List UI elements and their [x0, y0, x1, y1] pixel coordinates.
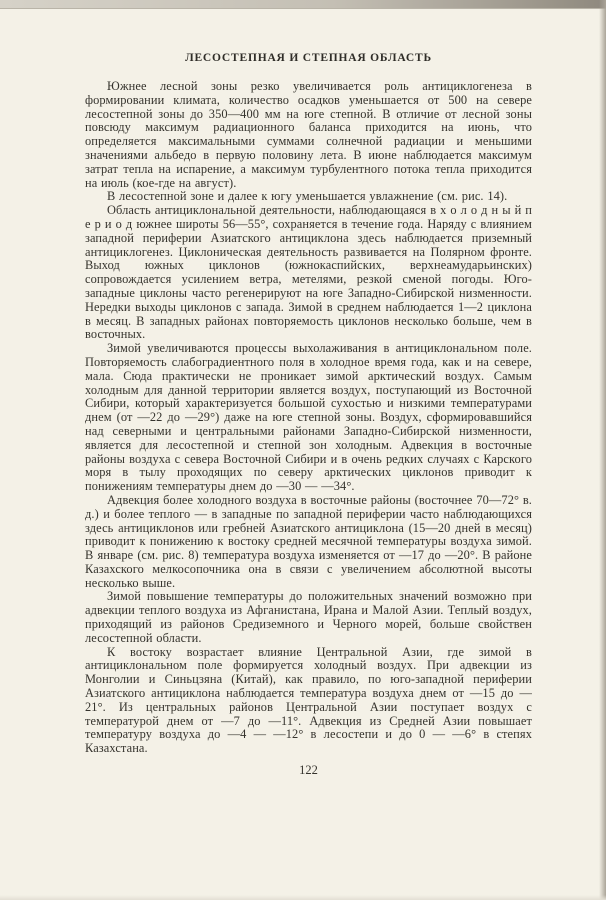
paragraph-7: К востоку возрастает влияние Центральной Азии, где зимой в антициклональном поле формируется холодный воздух. При адвекции из Монголии и Синьцзяна (Китай), как правило, по юго-западной периферии Азиатского антициклона наблюдается температура воздуха днем от —15 до —21°. Из центральных районов Центральной Азии поступает воздух с температурой днем от —7 до —11°. Адвекция из Средней Азии повышает температуру воздуха до —4 — —12° в лесостепи и до 0 — —6° в степях Казахстана.	[85, 644, 532, 756]
paragraph-2: В лесостепной зоне и далее к югу уменьшается увлажнение (см. рис. 14).	[107, 189, 508, 204]
page-title: ЛЕСОСТЕПНАЯ И СТЕПНАЯ ОБЛАСТЬ	[185, 52, 432, 64]
scan-bottom-edge	[0, 895, 606, 900]
paragraph-6: Зимой повышение температуры до положительных значений возможно при адвекции теплого воздуха из Афганистана, Ирана и Малой Азии. Теплый воздух, приходящий из районов Средиземного и Черного морей, больше свойствен лесостепной области.	[85, 589, 532, 645]
paragraph-3: Область антициклональной деятельности, наблюдающаяся в х о л о д н ы й п е р и о д южнее широты 56—55°, сохраняется в течение года. Наряду с влиянием западной периферии Азиатского антициклона здесь наблюдается приземный антициклогенез. Циклоническая деятельность развивается на Полярном фронте. Выход южных циклонов (южнокаспийских, верхнеамударьинских) сопровождается усилением ветра, метелями, резкой сменой погоды. Юго-западные циклоны часто регенерируют на юге Западно-Сибирской низменности. Нередки выходы циклонов с запада. Зимой в среднем наблюдается 1—2 циклона в месяц. В западных районах повторяемость циклонов несколько больше, чем в восточных.	[85, 203, 532, 342]
scan-right-edge	[599, 0, 606, 900]
body-text	[85, 80, 532, 756]
scan-top-edge	[0, 0, 606, 9]
page-number: 122	[299, 763, 318, 778]
paragraph-1: Южнее лесной зоны резко увеличивается роль антициклогенеза в формировании климата, количество осадков уменьшается от 500 на севере лесостепной зоны до 350—400 мм на юге степной. В отличие от лесной зоны повсюду максимум радиационного баланса приходится на июнь, что определяется максимальными суммами солнечной радиации и меньшими значениями альбедо в первую половину лета. В июне наблюдается максимум затрат тепла на испарение, а максимум турбулентного потока тепла приходится на июль (кое-где на август).	[85, 79, 532, 190]
paragraph-5: Адвекция более холодного воздуха в восточные районы (восточнее 70—72° в. д.) и более теплого — в западные по западной периферии часто наблюдающихся здесь антициклонов или гребней Азиатского антициклона (15—20 дней в месяц) приводит к понижению к востоку средней месячной температуры воздуха зимой. В январе (см. рис. 8) температура воздуха изменяется от —17 до —20°. В районе Казахского мелкосопочника она в связи с увеличением абсолютной высоты несколько выше.	[85, 492, 532, 590]
paragraph-4: Зимой увеличиваются процессы выхолаживания в антициклональном поле. Повторяемость слабоградиентного поля в холодное время года, как и на севере, мала. Сюда практически не проникает зимой арктический воздух. Самым холодным для данной территории является воздух, поступающий из Восточной Сибири, который характеризуется большой сухостью и низкими температурами днем (от —22 до —29°) даже на юге степной зоны. Воздух, сформировавшийся над северными и центральными районами Западно-Сибирской низменности, является для лесостепной и степной зон холодным. Адвекция в восточные районы воздуха с севера Восточной Сибири и в очень редких случаях с Карского моря в тылу проходящих по северу арктических циклонов приводит к понижениям температуры днем до —30 — —34°.	[85, 341, 532, 494]
